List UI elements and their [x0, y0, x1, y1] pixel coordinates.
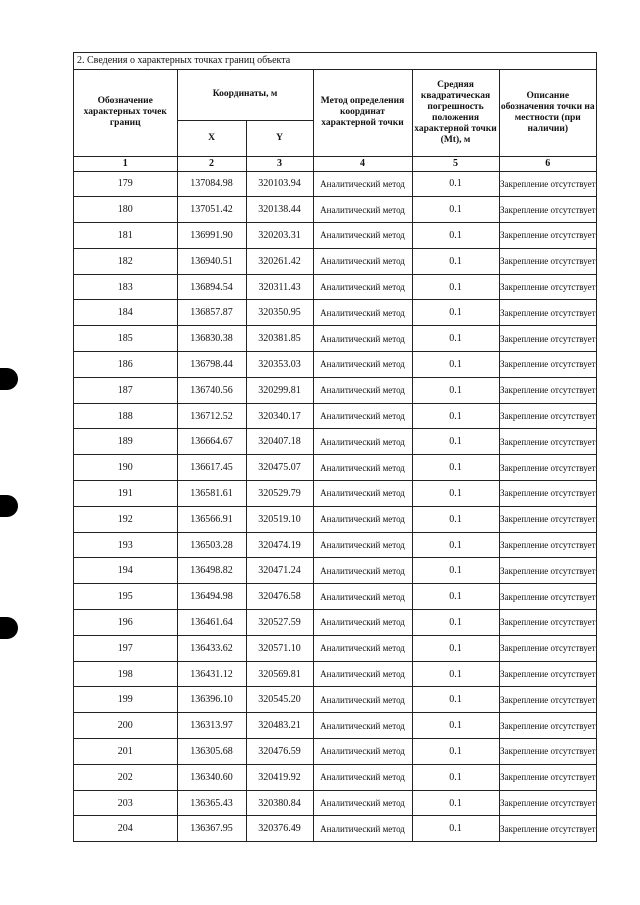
point-cell: 203 — [74, 790, 177, 816]
table-row — [74, 558, 596, 584]
y-coordinate-cell: 320483.21 — [246, 713, 313, 739]
table-row — [74, 739, 596, 765]
description-cell: Закрепление отсутствует — [499, 455, 596, 481]
description-cell: Закрепление отсутствует — [499, 506, 596, 532]
column-number: 5 — [412, 156, 499, 171]
method-cell: Аналитический метод — [313, 403, 412, 429]
error-cell: 0.1 — [412, 429, 499, 455]
x-coordinate-cell: 136367.95 — [177, 816, 246, 841]
table-row — [74, 274, 596, 300]
error-cell: 0.1 — [412, 171, 499, 197]
method-cell: Аналитический метод — [313, 377, 412, 403]
point-cell: 202 — [74, 764, 177, 790]
table-row — [74, 248, 596, 274]
error-cell: 0.1 — [412, 635, 499, 661]
method-cell: Аналитический метод — [313, 223, 412, 249]
table-row — [74, 506, 596, 532]
method-cell: Аналитический метод — [313, 429, 412, 455]
description-cell: Закрепление отсутствует — [499, 403, 596, 429]
error-cell: 0.1 — [412, 764, 499, 790]
x-coordinate-cell: 136940.51 — [177, 248, 246, 274]
error-cell: 0.1 — [412, 506, 499, 532]
table-row — [74, 713, 596, 739]
description-cell: Закрепление отсутствует — [499, 790, 596, 816]
y-coordinate-cell: 320381.85 — [246, 326, 313, 352]
column-number: 4 — [313, 156, 412, 171]
method-cell: Аналитический метод — [313, 661, 412, 687]
description-cell: Закрепление отсутствует — [499, 610, 596, 636]
x-coordinate-cell: 136494.98 — [177, 584, 246, 610]
error-cell: 0.1 — [412, 377, 499, 403]
error-cell: 0.1 — [412, 610, 499, 636]
method-cell: Аналитический метод — [313, 739, 412, 765]
description-cell: Закрепление отсутствует — [499, 532, 596, 558]
error-cell: 0.1 — [412, 248, 499, 274]
table-row — [74, 764, 596, 790]
point-cell: 195 — [74, 584, 177, 610]
error-cell: 0.1 — [412, 223, 499, 249]
method-cell: Аналитический метод — [313, 816, 412, 841]
x-coordinate-cell: 136740.56 — [177, 377, 246, 403]
table-row — [74, 481, 596, 507]
x-coordinate-cell: 136581.61 — [177, 481, 246, 507]
description-cell: Закрепление отсутствует — [499, 300, 596, 326]
column-number: 2 — [177, 156, 246, 171]
method-cell: Аналитический метод — [313, 532, 412, 558]
table-row — [74, 816, 596, 841]
error-cell: 0.1 — [412, 197, 499, 223]
y-coordinate-cell: 320380.84 — [246, 790, 313, 816]
table-row — [74, 610, 596, 636]
header-coordinates: Координаты, м — [177, 70, 313, 120]
y-coordinate-cell: 320471.24 — [246, 558, 313, 584]
method-cell: Аналитический метод — [313, 764, 412, 790]
error-cell: 0.1 — [412, 816, 499, 841]
method-cell: Аналитический метод — [313, 274, 412, 300]
error-cell: 0.1 — [412, 713, 499, 739]
point-cell: 188 — [74, 403, 177, 429]
x-coordinate-cell: 136396.10 — [177, 687, 246, 713]
description-cell: Закрепление отсутствует — [499, 326, 596, 352]
x-coordinate-cell: 137084.98 — [177, 171, 246, 197]
y-coordinate-cell: 320407.18 — [246, 429, 313, 455]
method-cell: Аналитический метод — [313, 790, 412, 816]
x-coordinate-cell: 136305.68 — [177, 739, 246, 765]
x-coordinate-cell: 136503.28 — [177, 532, 246, 558]
table-row — [74, 635, 596, 661]
point-cell: 204 — [74, 816, 177, 841]
point-cell: 194 — [74, 558, 177, 584]
y-coordinate-cell: 320299.81 — [246, 377, 313, 403]
y-coordinate-cell: 320569.81 — [246, 661, 313, 687]
x-coordinate-cell: 136664.67 — [177, 429, 246, 455]
point-cell: 190 — [74, 455, 177, 481]
y-coordinate-cell: 320474.19 — [246, 532, 313, 558]
header-point-designation: Обозначение характерных точек границ — [74, 70, 177, 156]
y-coordinate-cell: 320203.31 — [246, 223, 313, 249]
point-cell: 179 — [74, 171, 177, 197]
error-cell: 0.1 — [412, 455, 499, 481]
punch-hole-mark — [0, 617, 18, 639]
x-coordinate-cell: 136894.54 — [177, 274, 246, 300]
x-coordinate-cell: 136991.90 — [177, 223, 246, 249]
y-coordinate-cell: 320476.59 — [246, 739, 313, 765]
x-coordinate-cell: 136433.62 — [177, 635, 246, 661]
description-cell: Закрепление отсутствует — [499, 635, 596, 661]
column-number: 1 — [74, 156, 177, 171]
method-cell: Аналитический метод — [313, 197, 412, 223]
point-cell: 193 — [74, 532, 177, 558]
point-cell: 185 — [74, 326, 177, 352]
x-coordinate-cell: 136340.60 — [177, 764, 246, 790]
method-cell: Аналитический метод — [313, 326, 412, 352]
description-cell: Закрепление отсутствует — [499, 558, 596, 584]
description-cell: Закрепление отсутствует — [499, 687, 596, 713]
point-cell: 183 — [74, 274, 177, 300]
y-coordinate-cell: 320529.79 — [246, 481, 313, 507]
error-cell: 0.1 — [412, 558, 499, 584]
header-mean-square-error: Средняя квадратическая погрешность положения характерной точки (Mt), м — [412, 70, 499, 156]
y-coordinate-cell: 320376.49 — [246, 816, 313, 841]
error-cell: 0.1 — [412, 274, 499, 300]
description-cell: Закрепление отсутствует — [499, 764, 596, 790]
point-cell: 200 — [74, 713, 177, 739]
y-coordinate-cell: 320353.03 — [246, 352, 313, 378]
table-row — [74, 171, 596, 197]
column-number: 6 — [499, 156, 596, 171]
point-cell: 191 — [74, 481, 177, 507]
header-method: Метод определения координат характерной точки — [313, 70, 412, 156]
y-coordinate-cell: 320261.42 — [246, 248, 313, 274]
description-cell: Закрепление отсутствует — [499, 248, 596, 274]
method-cell: Аналитический метод — [313, 584, 412, 610]
point-cell: 197 — [74, 635, 177, 661]
error-cell: 0.1 — [412, 687, 499, 713]
x-coordinate-cell: 136431.12 — [177, 661, 246, 687]
error-cell: 0.1 — [412, 326, 499, 352]
y-coordinate-cell: 320545.20 — [246, 687, 313, 713]
description-cell: Закрепление отсутствует — [499, 377, 596, 403]
error-cell: 0.1 — [412, 403, 499, 429]
header-y: Y — [246, 120, 313, 156]
points-table-frame — [73, 52, 597, 842]
x-coordinate-cell: 136830.38 — [177, 326, 246, 352]
table-row — [74, 661, 596, 687]
point-cell: 186 — [74, 352, 177, 378]
method-cell: Аналитический метод — [313, 506, 412, 532]
method-cell: Аналитический метод — [313, 687, 412, 713]
table-row — [74, 455, 596, 481]
x-coordinate-cell: 136857.87 — [177, 300, 246, 326]
table-row — [74, 403, 596, 429]
point-cell: 198 — [74, 661, 177, 687]
error-cell: 0.1 — [412, 790, 499, 816]
description-cell: Закрепление отсутствует — [499, 223, 596, 249]
description-cell: Закрепление отсутствует — [499, 816, 596, 841]
x-coordinate-cell: 136798.44 — [177, 352, 246, 378]
table-row — [74, 326, 596, 352]
method-cell: Аналитический метод — [313, 300, 412, 326]
method-cell: Аналитический метод — [313, 635, 412, 661]
point-cell: 181 — [74, 223, 177, 249]
header-description: Описание обозначения точки на местности (при наличии) — [499, 70, 596, 156]
table-row — [74, 687, 596, 713]
header-x: X — [177, 120, 246, 156]
method-cell: Аналитический метод — [313, 248, 412, 274]
description-cell: Закрепление отсутствует — [499, 274, 596, 300]
y-coordinate-cell: 320350.95 — [246, 300, 313, 326]
boundary-points-table — [74, 70, 596, 841]
y-coordinate-cell: 320475.07 — [246, 455, 313, 481]
description-cell: Закрепление отсутствует — [499, 713, 596, 739]
description-cell: Закрепление отсутствует — [499, 584, 596, 610]
y-coordinate-cell: 320138.44 — [246, 197, 313, 223]
description-cell: Закрепление отсутствует — [499, 171, 596, 197]
error-cell: 0.1 — [412, 300, 499, 326]
y-coordinate-cell: 320340.17 — [246, 403, 313, 429]
point-cell: 180 — [74, 197, 177, 223]
y-coordinate-cell: 320571.10 — [246, 635, 313, 661]
section-title: 2. Сведения о характерных точках границ объекта — [74, 53, 596, 70]
x-coordinate-cell: 136712.52 — [177, 403, 246, 429]
point-cell: 199 — [74, 687, 177, 713]
error-cell: 0.1 — [412, 532, 499, 558]
method-cell: Аналитический метод — [313, 558, 412, 584]
table-row — [74, 352, 596, 378]
table-row — [74, 223, 596, 249]
y-coordinate-cell: 320519.10 — [246, 506, 313, 532]
error-cell: 0.1 — [412, 481, 499, 507]
description-cell: Закрепление отсутствует — [499, 197, 596, 223]
method-cell: Аналитический метод — [313, 455, 412, 481]
error-cell: 0.1 — [412, 352, 499, 378]
punch-hole-mark — [0, 368, 18, 390]
point-cell: 184 — [74, 300, 177, 326]
method-cell: Аналитический метод — [313, 481, 412, 507]
point-cell: 189 — [74, 429, 177, 455]
method-cell: Аналитический метод — [313, 713, 412, 739]
table-row — [74, 300, 596, 326]
table-row — [74, 377, 596, 403]
method-cell: Аналитический метод — [313, 171, 412, 197]
table-row — [74, 429, 596, 455]
y-coordinate-cell: 320419.92 — [246, 764, 313, 790]
description-cell: Закрепление отсутствует — [499, 481, 596, 507]
y-coordinate-cell: 320311.43 — [246, 274, 313, 300]
method-cell: Аналитический метод — [313, 610, 412, 636]
table-row — [74, 197, 596, 223]
y-coordinate-cell: 320103.94 — [246, 171, 313, 197]
error-cell: 0.1 — [412, 584, 499, 610]
description-cell: Закрепление отсутствует — [499, 739, 596, 765]
error-cell: 0.1 — [412, 661, 499, 687]
error-cell: 0.1 — [412, 739, 499, 765]
method-cell: Аналитический метод — [313, 352, 412, 378]
description-cell: Закрепление отсутствует — [499, 661, 596, 687]
x-coordinate-cell: 136498.82 — [177, 558, 246, 584]
point-cell: 196 — [74, 610, 177, 636]
point-cell: 182 — [74, 248, 177, 274]
point-cell: 201 — [74, 739, 177, 765]
point-cell: 187 — [74, 377, 177, 403]
x-coordinate-cell: 136313.97 — [177, 713, 246, 739]
description-cell: Закрепление отсутствует — [499, 352, 596, 378]
table-row — [74, 532, 596, 558]
column-number: 3 — [246, 156, 313, 171]
y-coordinate-cell: 320476.58 — [246, 584, 313, 610]
y-coordinate-cell: 320527.59 — [246, 610, 313, 636]
table-row — [74, 790, 596, 816]
description-cell: Закрепление отсутствует — [499, 429, 596, 455]
x-coordinate-cell: 136566.91 — [177, 506, 246, 532]
point-cell: 192 — [74, 506, 177, 532]
x-coordinate-cell: 136365.43 — [177, 790, 246, 816]
punch-hole-mark — [0, 495, 18, 517]
x-coordinate-cell: 136461.64 — [177, 610, 246, 636]
x-coordinate-cell: 136617.45 — [177, 455, 246, 481]
x-coordinate-cell: 137051.42 — [177, 197, 246, 223]
table-row — [74, 584, 596, 610]
